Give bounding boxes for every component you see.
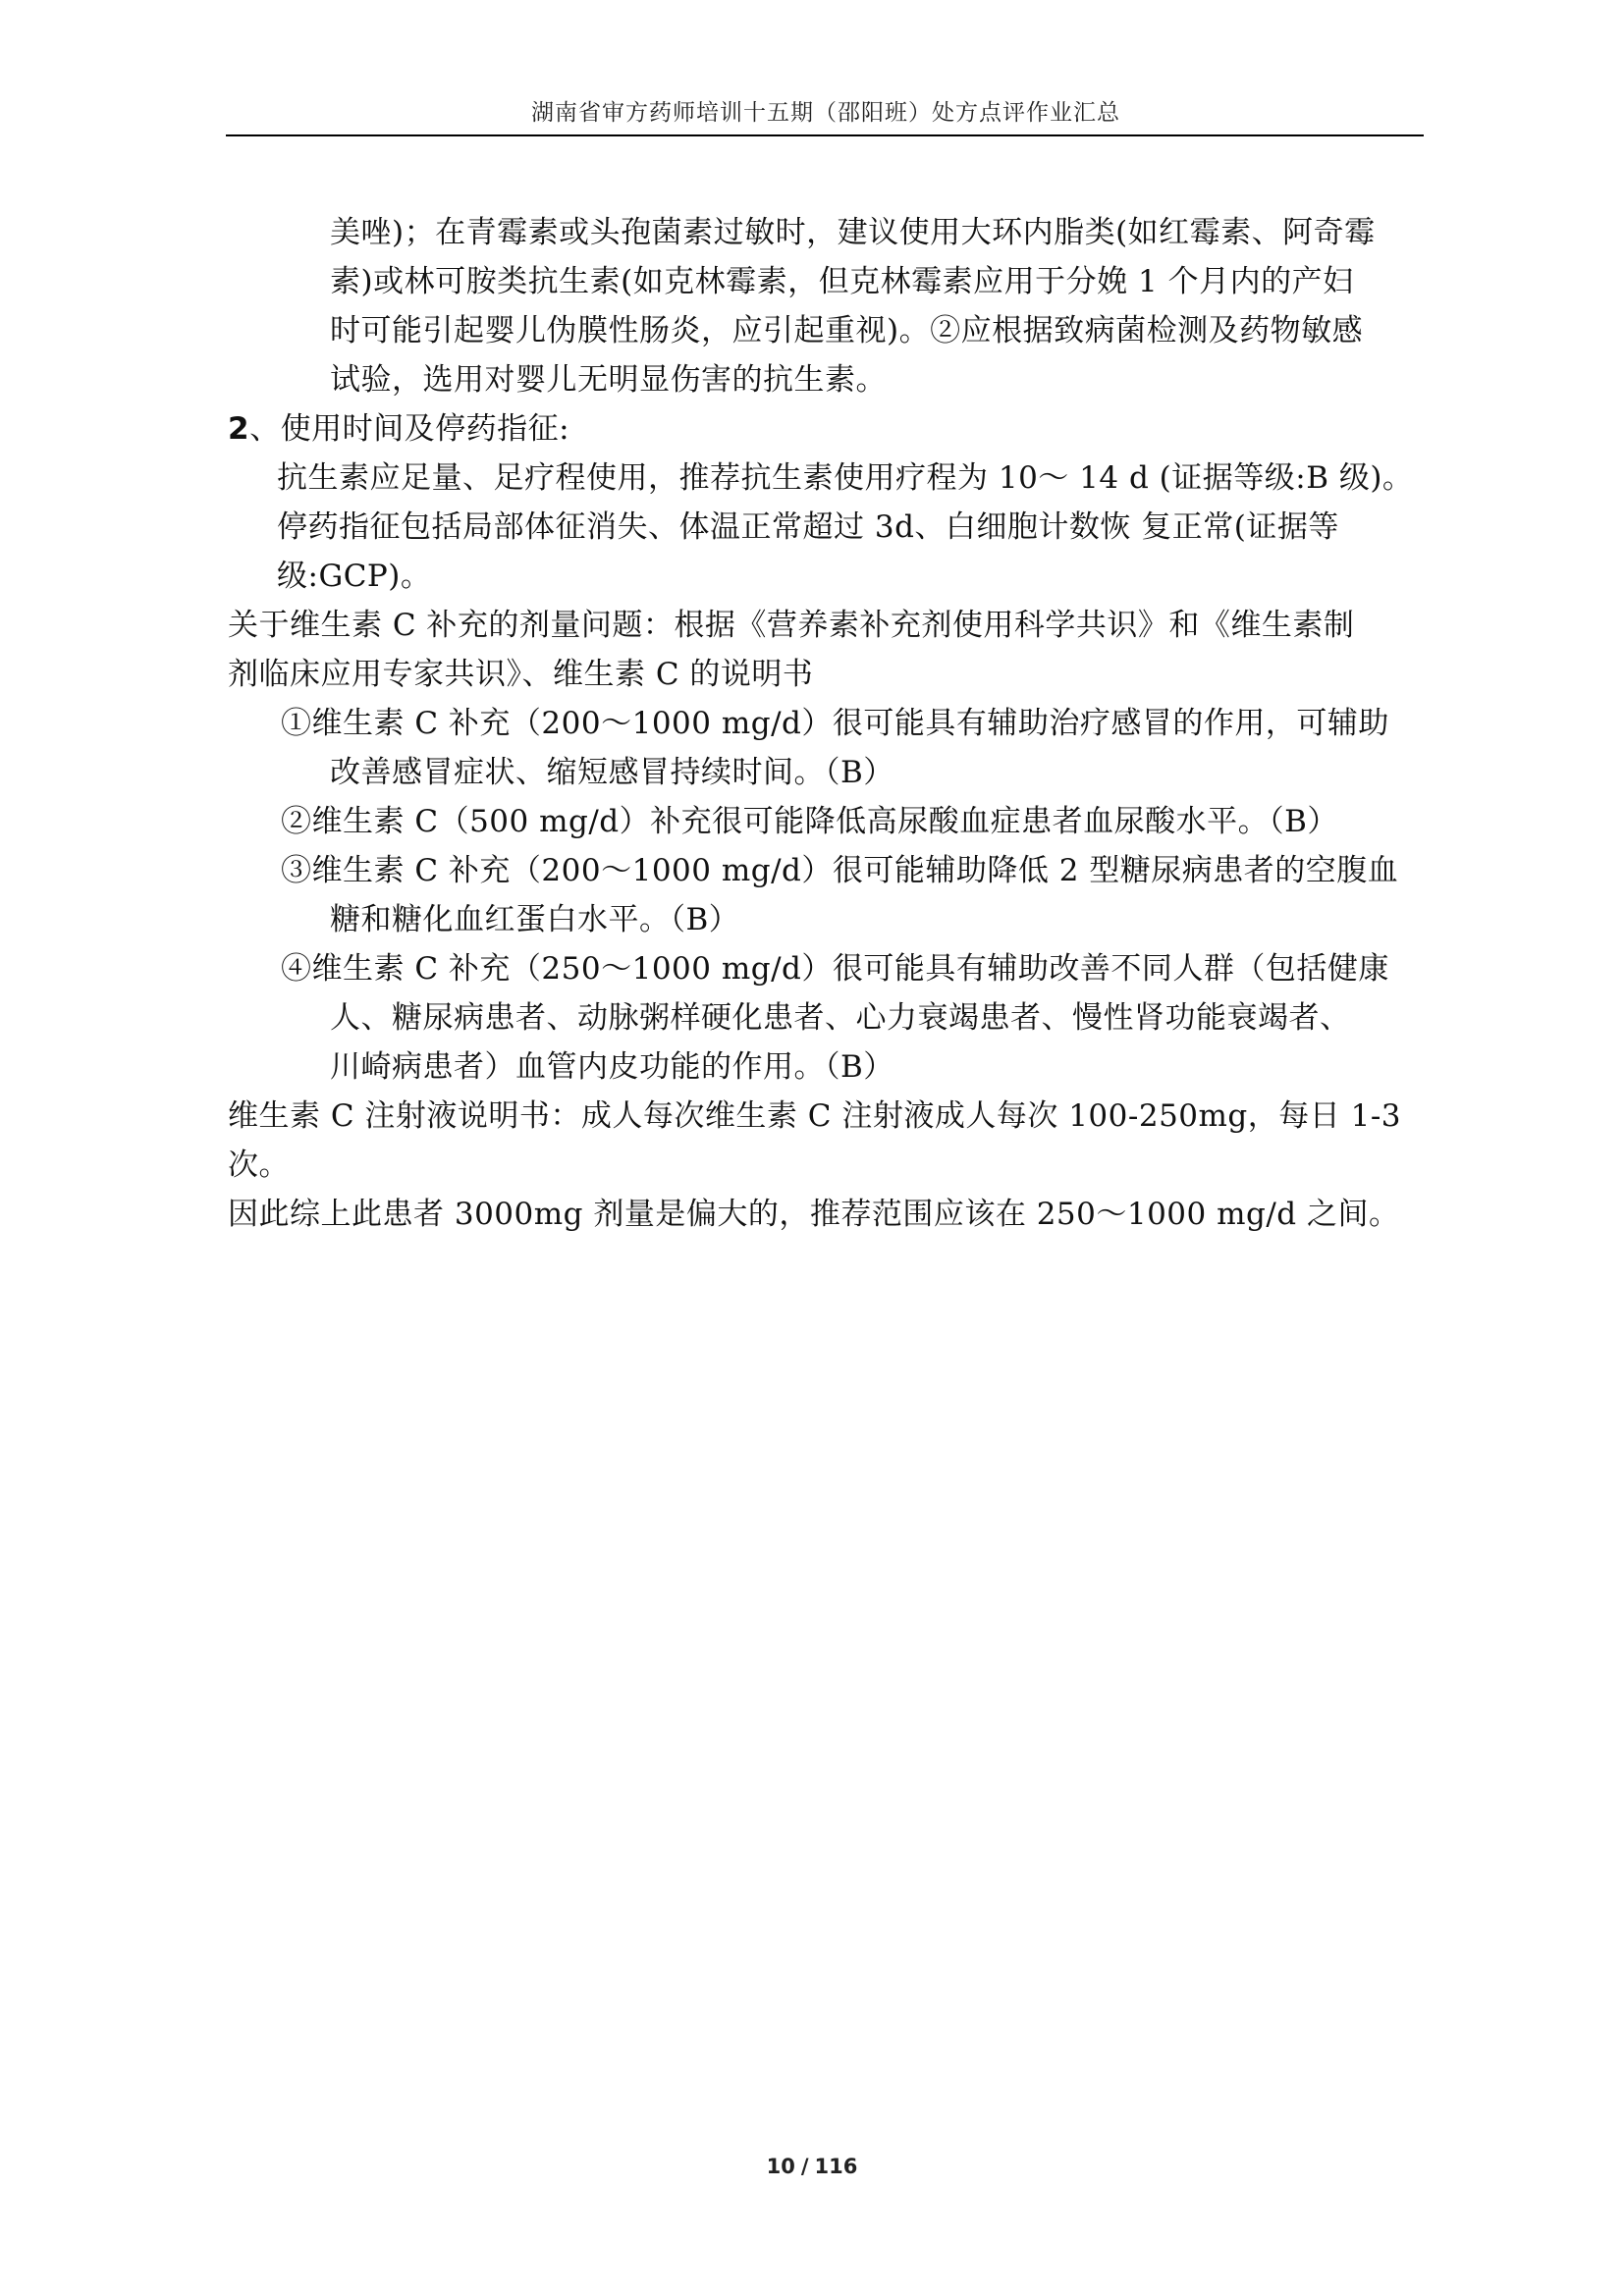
section-heading <box>228 404 1435 454</box>
list-item-continuation: 川崎病患者）血管内皮功能的作用。（B） <box>330 1049 894 1085</box>
list-item-continuation: 糖和糖化血红蛋白水平。（B） <box>330 902 740 937</box>
text-line: 维生素 C 注射液说明书：成人每次维生素 C 注射液成人每次 100-250mg，每日 1-3 <box>228 1098 1402 1134</box>
page-separator: / <box>800 2155 809 2178</box>
conclusion-line: 因此综上此患者 3000mg 剂量是偏大的，推荐范围应该在 250～1000 mg/d 之间。 <box>228 1197 1400 1232</box>
text-line: 级:GCP)。 <box>277 559 432 594</box>
text-line: 次。 <box>228 1148 290 1183</box>
text-line: 素)或林可胺类抗生素(如克林霉素，但克林霉素应用于分娩 1 个月内的产妇 <box>330 264 1354 299</box>
list-item-continuation: 人、糖尿病患者、动脉粥样硬化患者、心力衰竭患者、慢性肾功能衰竭者、 <box>330 1000 1351 1036</box>
list-item-continuation: 改善感冒症状、缩短感冒持续时间。（B） <box>330 755 894 790</box>
page-number <box>0 2155 1624 2178</box>
text-line: 美唑)；在青霉素或头孢菌素过敏时，建议使用大环内脂类(如红霉素、阿奇霉 <box>330 215 1376 250</box>
list-item: ④维生素 C 补充（250～1000 mg/d）很可能具有辅助改善不同人群（包括健康 <box>281 951 1389 987</box>
text-line: 停药指征包括局部体征消失、体温正常超过 3d、白细胞计数恢 复正常(证据等 <box>277 509 1339 545</box>
section-title: 、使用时间及停药指征: <box>249 411 570 447</box>
page-header: 湖南省审方药师培训十五期（邵阳班）处方点评作业汇总 <box>531 100 1120 126</box>
text-line: 关于维生素 C 补充的剂量问题：根据《营养素补充剂使用科学共识》和《维生素制 <box>228 608 1355 643</box>
text-line: 试验，选用对婴儿无明显伤害的抗生素。 <box>330 362 887 398</box>
header-divider <box>226 134 1424 136</box>
list-item: ③维生素 C 补充（200～1000 mg/d）很可能辅助降低 2 型糖尿病患者的空腹血 <box>281 853 1399 888</box>
text-line: 抗生素应足量、足疗程使用，推荐抗生素使用疗程为 10～ 14 d (证据等级:B 级)。 <box>277 460 1414 496</box>
total-pages: 116 <box>814 2155 858 2178</box>
document-body <box>228 208 1435 1239</box>
text-line: 时可能引起婴儿伪膜性肠炎，应引起重视)。②应根据致病菌检测及药物敏感 <box>330 313 1364 348</box>
section-number: 2 <box>228 411 250 447</box>
list-item: ①维生素 C 补充（200～1000 mg/d）很可能具有辅助治疗感冒的作用，可辅助 <box>281 706 1389 741</box>
text-line: 剂临床应用专家共识》、维生素 C 的说明书 <box>228 657 814 692</box>
list-item: ②维生素 C（500 mg/d）补充很可能降低高尿酸血症患者血尿酸水平。（B） <box>281 804 1338 839</box>
current-page: 10 <box>766 2155 795 2178</box>
